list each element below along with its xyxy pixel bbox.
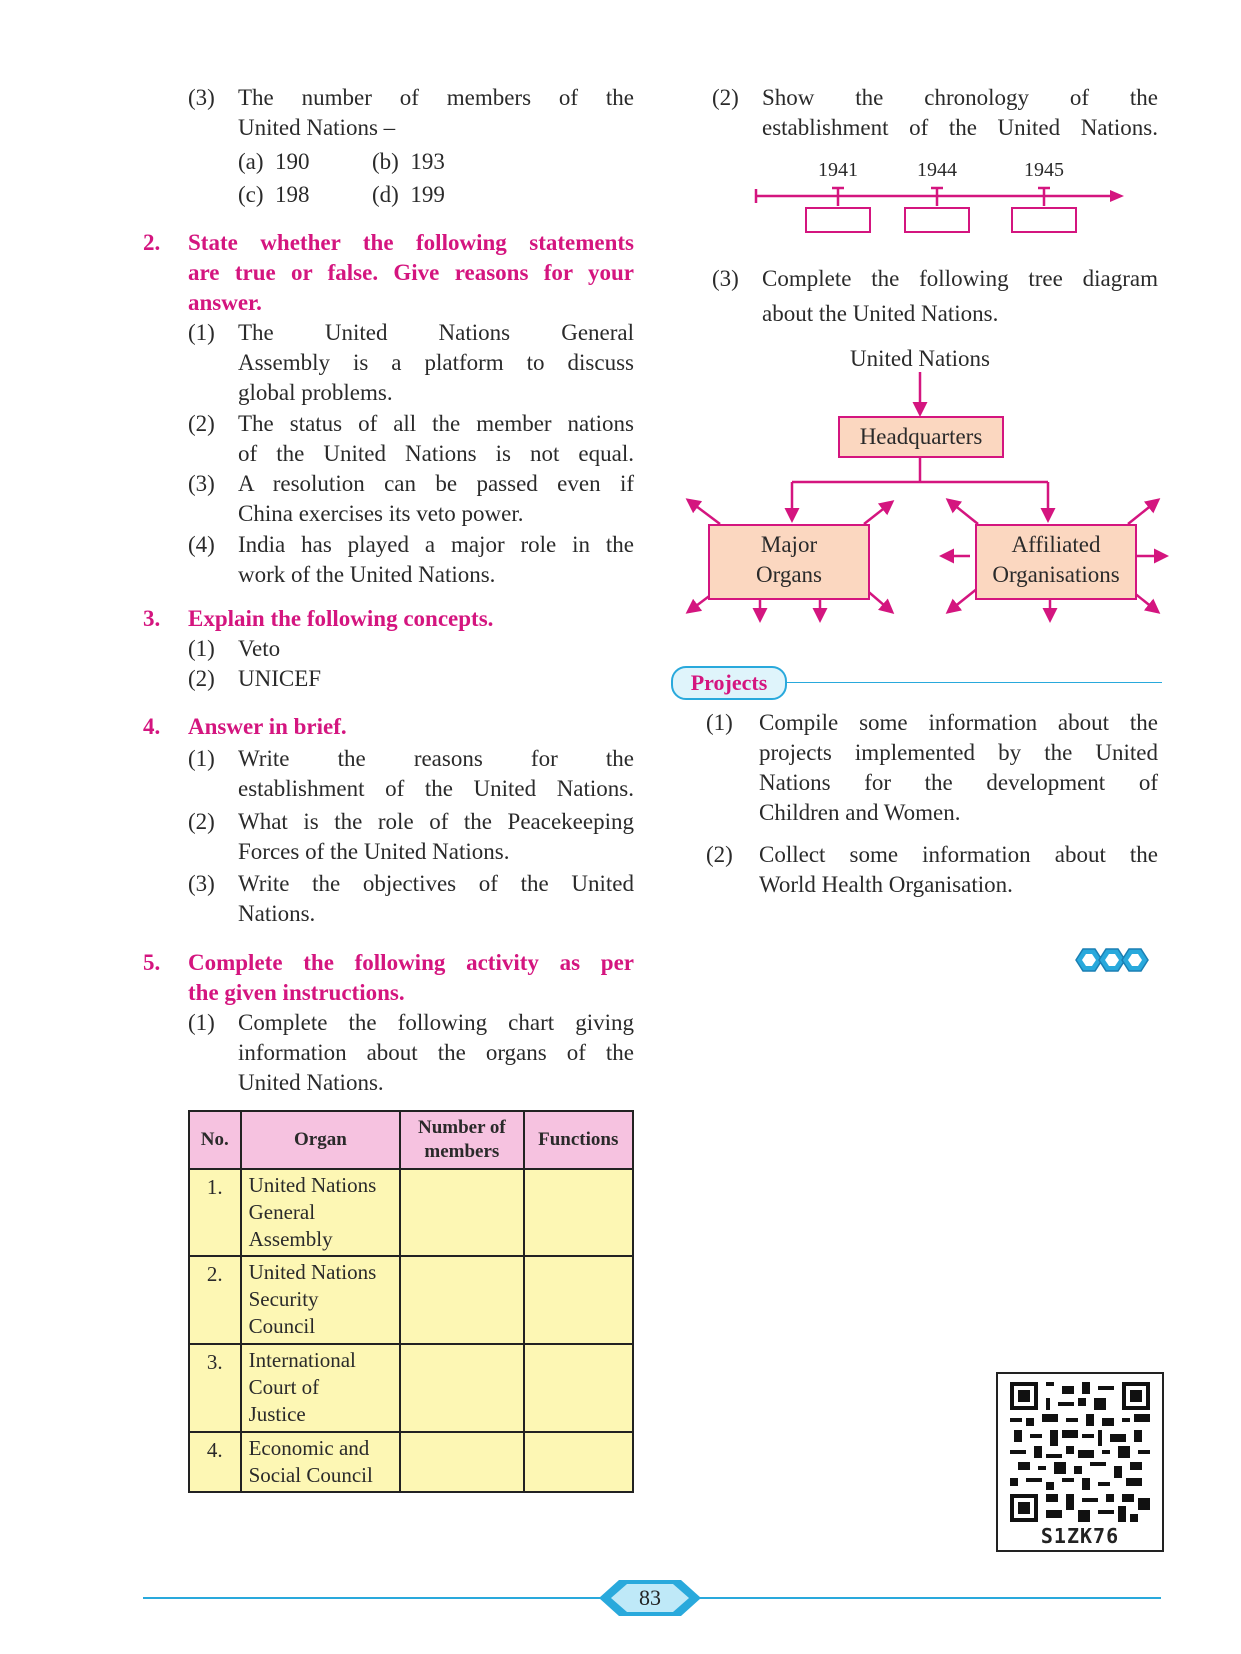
option-d: (d) 199 [372, 182, 445, 207]
cell-functions [524, 1432, 634, 1492]
tree-box-headquarters: Headquarters [838, 416, 1004, 458]
organs-table [188, 1110, 634, 1493]
table-row [189, 1256, 633, 1344]
question-4-item-2: (2) What is the role of the Peacekeeping Forces of the United Nations. [188, 809, 634, 864]
question-3-number: 3. [143, 606, 161, 631]
question-4-heading: Answer in brief. [188, 714, 347, 739]
question-2-heading: State whether the following statements are true or false. Give reasons for your answer. [188, 230, 634, 315]
question-3-heading: Explain the following concepts. [188, 606, 494, 631]
header-functions: Functions [524, 1111, 634, 1169]
timeline-year-1944: 1944 [917, 159, 957, 181]
qr-code-label: S1ZK76 [1040, 1524, 1120, 1548]
question-5-number: 5. [143, 950, 161, 975]
projects-title-badge: Projects [671, 666, 787, 700]
table-row [189, 1344, 633, 1432]
cell-functions [524, 1169, 634, 1256]
qr-code-icon [1010, 1382, 1150, 1522]
cell-functions [524, 1344, 634, 1432]
timeline-year-1941: 1941 [818, 159, 858, 181]
table-row [189, 1432, 633, 1492]
question-4-number: 4. [143, 714, 161, 739]
timeline-arrowhead [1110, 190, 1124, 202]
cell-members [400, 1432, 523, 1492]
question-4-item-1: (1) Write the reasons for the establishment of the United Nations. [188, 746, 634, 801]
tree-box-major-organs: Major Organs [708, 524, 870, 600]
chronology-timeline [740, 150, 1130, 240]
table-row [189, 1169, 633, 1256]
item-text: United Nations – [238, 115, 396, 140]
question-2-item-4: (4) India has played a major role in the work of the United Nations. [188, 532, 634, 587]
projects-rule [785, 682, 1162, 683]
item-text: The number of members of the [238, 85, 634, 110]
cell-organ: United Nations Security Council [241, 1256, 401, 1344]
timeline-year-1945: 1945 [1024, 159, 1064, 181]
cell-members [400, 1344, 523, 1432]
timeline-blank-box-2[interactable] [905, 208, 969, 232]
option-b: (b) 193 [372, 149, 445, 174]
question-5-heading: Complete the following activity as per the given instructions. [188, 950, 634, 1005]
cell-no: 1. [189, 1169, 241, 1256]
cell-no: 4. [189, 1432, 241, 1492]
question-5-item-2: (2) Show the chronology of the establishment of the United Nations. [712, 85, 1158, 140]
cell-members [400, 1169, 523, 1256]
question-4-item-3: (3) Write the objectives of the United Nations. [188, 871, 634, 926]
table-header-row [189, 1111, 633, 1169]
question-5-item-3: (3) Complete the following tree diagram about the United Nations. [712, 266, 1158, 326]
item-label: (3) [188, 85, 215, 110]
cell-no: 3. [189, 1344, 241, 1432]
header-number-of-members: Number of members [400, 1111, 523, 1169]
cell-organ: United Nations General Assembly [241, 1169, 401, 1256]
header-no: No. [189, 1111, 241, 1169]
header-organ: Organ [241, 1111, 401, 1169]
project-item-2: (2) Collect some information about the World Health Organisation. [706, 842, 1158, 897]
hexagon-ornament-icon [1068, 946, 1160, 974]
project-item-1: (1) Compile some information about the projects implemented by the United Nations for the development of Children and Women. [706, 710, 1158, 825]
question-1-3 [188, 83, 634, 213]
qr-code-block [996, 1372, 1164, 1552]
option-c: (c) 198 [238, 182, 310, 207]
question-3-item-1: (1) Veto [188, 636, 281, 661]
timeline-axis [756, 188, 1110, 206]
question-2-item-1: (1) The United Nations General Assembly is a platform to discuss global problems. [188, 320, 634, 405]
question-2-item-2: (2) The status of all the member nations of the United Nations is not equal. [188, 411, 634, 466]
cell-organ: International Court of Justice [241, 1344, 401, 1432]
question-5-item-1: (1) Complete the following chart giving information about the organs of the United Nations. [188, 1010, 634, 1095]
timeline-blank-box-3[interactable] [1012, 208, 1076, 232]
question-3-item-2: (2) UNICEF [188, 666, 322, 691]
tree-root-label: United Nations [850, 346, 990, 371]
cell-functions [524, 1256, 634, 1344]
timeline-blank-box-1[interactable] [806, 208, 870, 232]
question-2-item-3: (3) A resolution can be passed even if China exercises its veto power. [188, 471, 634, 526]
cell-members [400, 1256, 523, 1344]
cell-no: 2. [189, 1256, 241, 1344]
cell-organ: Economic and Social Council [241, 1432, 401, 1492]
question-2-number: 2. [143, 230, 161, 255]
page-number: 83 [639, 1585, 661, 1610]
tree-box-affiliated-organisations: Affiliated Organisations [975, 524, 1137, 600]
option-a: (a) 190 [238, 149, 310, 174]
